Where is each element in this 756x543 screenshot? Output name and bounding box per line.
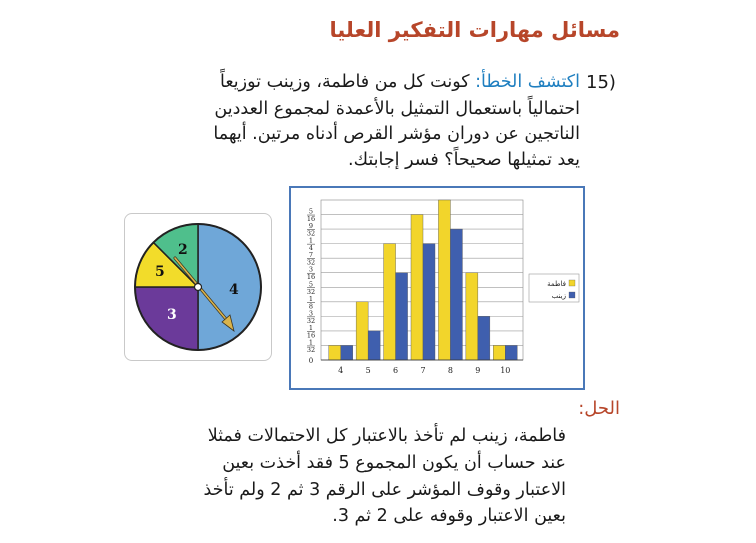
- y-tick-label-denominator: 32: [306, 287, 316, 296]
- spinner-label-3: 3: [167, 307, 177, 323]
- x-tick-label: 4: [338, 366, 344, 375]
- bar-fatima-10: [493, 345, 505, 360]
- y-tick-label: 3: [308, 309, 314, 318]
- x-tick-label: 8: [447, 366, 453, 375]
- y-tick-label: 0: [308, 357, 314, 365]
- question-number: 15): [586, 72, 616, 93]
- question-heading: اكتشف الخطأ:: [475, 72, 580, 92]
- y-tick-label-denominator: 16: [306, 215, 316, 224]
- spinner-label-2: 2: [178, 242, 188, 258]
- spinner-hub: [195, 284, 202, 291]
- bar-fatima-9: [466, 273, 478, 360]
- question-line-2: احتمالياً باستعمال التمثيل بالأعمدة لمجموع العددين: [214, 99, 580, 119]
- bar-zaynab-9: [478, 316, 490, 360]
- x-tick-label: 9: [475, 366, 481, 375]
- bar-fatima-4: [329, 345, 341, 360]
- bar-zaynab-8: [450, 229, 462, 360]
- legend-label: زينب: [551, 292, 566, 300]
- bar-chart-svg: [291, 188, 583, 388]
- solution-line-3: الاعتبار وقوف المؤشر على الرقم 3 ثم 2 ولم تأخذ: [203, 480, 566, 500]
- bar-fatima-7: [411, 215, 423, 360]
- y-tick-label: 1: [308, 294, 314, 303]
- spinner-label-5: 5: [155, 264, 165, 280]
- solution-line-4: بعين الاعتبار وقوفه على 2 ثم 3.: [332, 506, 566, 526]
- y-tick-label: 1: [308, 338, 314, 347]
- question-line-1: [220, 72, 580, 92]
- y-tick-label-denominator: 32: [306, 345, 316, 354]
- y-tick-label: 1: [308, 323, 314, 332]
- section-title: مسائل مهارات التفكير العليا: [329, 18, 620, 42]
- x-tick-label: 6: [393, 366, 399, 375]
- question-line-3: الناتجين عن دوران مؤشر القرص أدناه مرتين. أيهما: [213, 124, 580, 144]
- y-tick-label-denominator: 32: [306, 258, 316, 267]
- bar-zaynab-7: [423, 244, 435, 360]
- y-tick-label: 5: [308, 207, 314, 216]
- bar-fatima-5: [356, 302, 368, 360]
- y-tick-label: 9: [308, 222, 314, 231]
- bar-zaynab-10: [505, 345, 517, 360]
- bar-zaynab-6: [396, 273, 408, 360]
- x-tick-label: 5: [365, 366, 371, 375]
- question-text-1: كونت كل من فاطمة، وزينب توزيعاً: [220, 72, 470, 92]
- x-tick-label: 10: [500, 366, 511, 375]
- spinner-figure: [124, 213, 272, 361]
- legend-label: فاطمة: [547, 280, 566, 288]
- y-tick-label: 3: [308, 265, 314, 274]
- solution-label: الحل:: [578, 398, 620, 419]
- y-tick-label: 5: [308, 280, 314, 289]
- solution-line-2: عند حساب أن يكون المجموع 5 فقد أخذت بعين: [222, 453, 566, 473]
- legend-swatch: [569, 280, 575, 286]
- legend-swatch: [569, 292, 575, 298]
- bar-zaynab-5: [368, 331, 380, 360]
- y-tick-label-denominator: 32: [306, 229, 316, 238]
- question-line-4: يعد تمثيلها صحيحاً؟ فسر إجابتك.: [348, 150, 580, 170]
- y-tick-label: 7: [308, 251, 314, 260]
- y-tick-label-denominator: 16: [306, 273, 316, 282]
- y-tick-label-denominator: 32: [306, 316, 316, 325]
- bar-fatima-8: [438, 200, 450, 360]
- bar-zaynab-4: [341, 345, 353, 360]
- y-tick-label-denominator: 8: [308, 302, 314, 311]
- y-tick-label-denominator: 4: [308, 244, 314, 253]
- bar-fatima-6: [384, 244, 396, 360]
- spinner-svg: [125, 214, 271, 360]
- x-tick-label: 7: [420, 366, 426, 375]
- solution-line-1: فاطمة، زينب لم تأخذ بالاعتبار كل الاحتمالات فمثلا: [207, 426, 566, 446]
- y-tick-label: 1: [308, 236, 314, 245]
- y-tick-label-denominator: 16: [306, 331, 316, 340]
- spinner-label-4: 4: [229, 282, 239, 298]
- bar-chart: [289, 186, 585, 390]
